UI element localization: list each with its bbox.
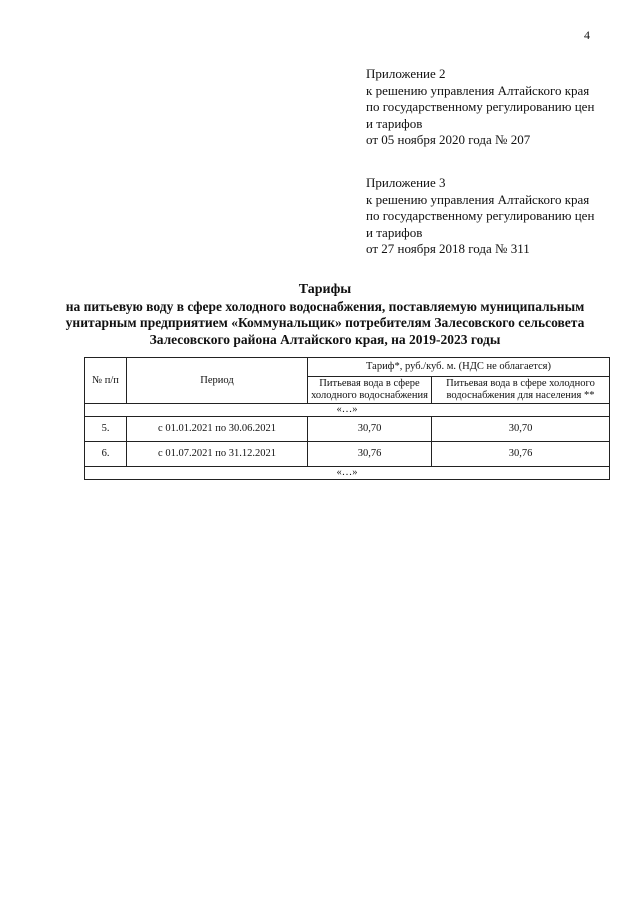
annex-2-date: от 05 ноября 2020 года № 207 <box>366 132 531 147</box>
page-number: 4 <box>584 28 590 42</box>
ellipsis-cell: «…» <box>85 404 610 417</box>
annex-3-header <box>366 175 594 258</box>
annex-2-line: и тарифов <box>366 115 423 131</box>
annex-3-title: Приложение 3 <box>366 175 446 190</box>
title-main: Тарифы <box>298 282 352 297</box>
title-line: унитарным предприятием «Коммунальщик» потребителям Залесовского сельсовета <box>65 315 585 330</box>
row-period: с 01.07.2021 по 31.12.2021 <box>127 442 308 467</box>
annex-3-line: к решению управления Алтайского края <box>366 191 590 207</box>
annex-3-line: и тарифов <box>366 224 423 240</box>
header-col-b: Питьевая вода в сфере холодного водоснабжения для населения ** <box>432 377 610 404</box>
row-tariff-b: 30,76 <box>432 442 610 467</box>
document-title <box>60 282 590 348</box>
header-tariff-group: Тариф*, руб./куб. м. (НДС не облагается) <box>308 358 610 377</box>
annex-3-date: от 27 ноября 2018 года № 311 <box>366 241 530 256</box>
table-ellipsis-row <box>85 467 610 480</box>
title-line: на питьевую воду в сфере холодного водоснабжения, поставляемую муниципальным <box>65 298 585 314</box>
table-header-row <box>85 358 610 377</box>
row-period: с 01.01.2021 по 30.06.2021 <box>127 417 308 442</box>
ellipsis-cell: «…» <box>85 467 610 480</box>
header-col-a: Питьевая вода в сфере холодного водоснабжения <box>308 377 432 404</box>
row-num: 5. <box>85 417 127 442</box>
title-line: Залесовского района Алтайского края, на 2019-2023 годы <box>149 331 501 347</box>
header-period: Период <box>127 358 308 404</box>
table-row <box>85 442 610 467</box>
tariff-table <box>84 357 610 480</box>
annex-3-line: по государственному регулированию цен <box>366 208 595 223</box>
annex-2-line: к решению управления Алтайского края <box>366 82 590 98</box>
annex-2-line: по государственному регулированию цен <box>366 99 595 114</box>
annex-2-title: Приложение 2 <box>366 66 446 81</box>
header-num: № п/п <box>85 358 127 404</box>
annex-2-header <box>366 66 594 149</box>
row-tariff-b: 30,70 <box>432 417 610 442</box>
row-tariff-a: 30,70 <box>308 417 432 442</box>
table-row <box>85 417 610 442</box>
table-ellipsis-row <box>85 404 610 417</box>
row-tariff-a: 30,76 <box>308 442 432 467</box>
row-num: 6. <box>85 442 127 467</box>
